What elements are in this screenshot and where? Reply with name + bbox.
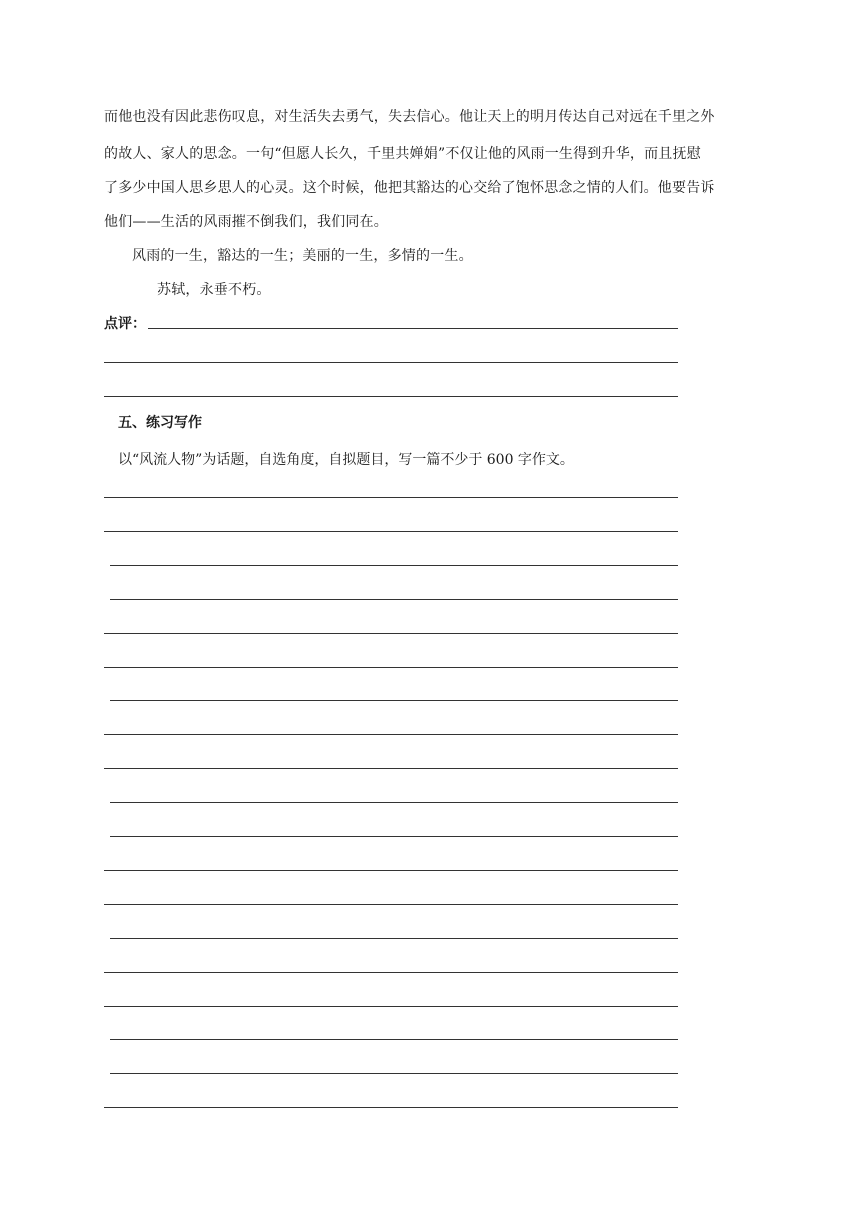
essay-line-4: 他们——生活的风雨摧不倒我们，我们同在。: [104, 214, 388, 230]
writing-line[interactable]: [110, 599, 678, 600]
essay-line-2: 的故人、家人的思念。一句“但愿人长久，千里共婵娟”不仅让他的风雨一生得到升华，而且抚慰: [104, 146, 701, 162]
essay-line-3: 了多少中国人思乡思人的心灵。这个时候，他把其豁达的心交给了饱怀思念之情的人们。他要告诉: [104, 180, 715, 196]
writing-line[interactable]: [104, 1107, 678, 1108]
comment-label: 点评：: [104, 316, 146, 332]
writing-line[interactable]: [104, 904, 678, 905]
section-title: 五、练习写作: [118, 415, 202, 431]
writing-line[interactable]: [104, 768, 678, 769]
writing-prompt: 以“风流人物”为话题，自选角度，自拟题目，写一篇不少于 600 字作文。: [118, 452, 574, 468]
writing-line[interactable]: [110, 700, 678, 701]
writing-line[interactable]: [110, 938, 678, 939]
writing-line[interactable]: [104, 870, 678, 871]
essay-summary: 风雨的一生，豁达的一生；美丽的一生，多情的一生。: [132, 248, 473, 264]
comment-line-2[interactable]: [104, 362, 678, 363]
essay-line-1: 而他也没有因此悲伤叹息，对生活失去勇气，失去信心。他让天上的明月传达自己对远在千里之外: [104, 109, 715, 125]
writing-line[interactable]: [104, 972, 678, 973]
comment-line-3[interactable]: [104, 396, 678, 397]
writing-line[interactable]: [104, 734, 678, 735]
writing-line[interactable]: [104, 1006, 678, 1007]
writing-line[interactable]: [104, 531, 678, 532]
comment-line-1[interactable]: [148, 328, 678, 329]
writing-line[interactable]: [110, 1073, 678, 1074]
writing-line[interactable]: [110, 802, 678, 803]
writing-line[interactable]: [104, 667, 678, 668]
writing-line[interactable]: [104, 633, 678, 634]
writing-line[interactable]: [110, 565, 678, 566]
writing-line[interactable]: [110, 1039, 678, 1040]
writing-line[interactable]: [110, 836, 678, 837]
essay-closing: 苏轼，永垂不朽。: [157, 282, 271, 298]
writing-line[interactable]: [104, 497, 678, 498]
